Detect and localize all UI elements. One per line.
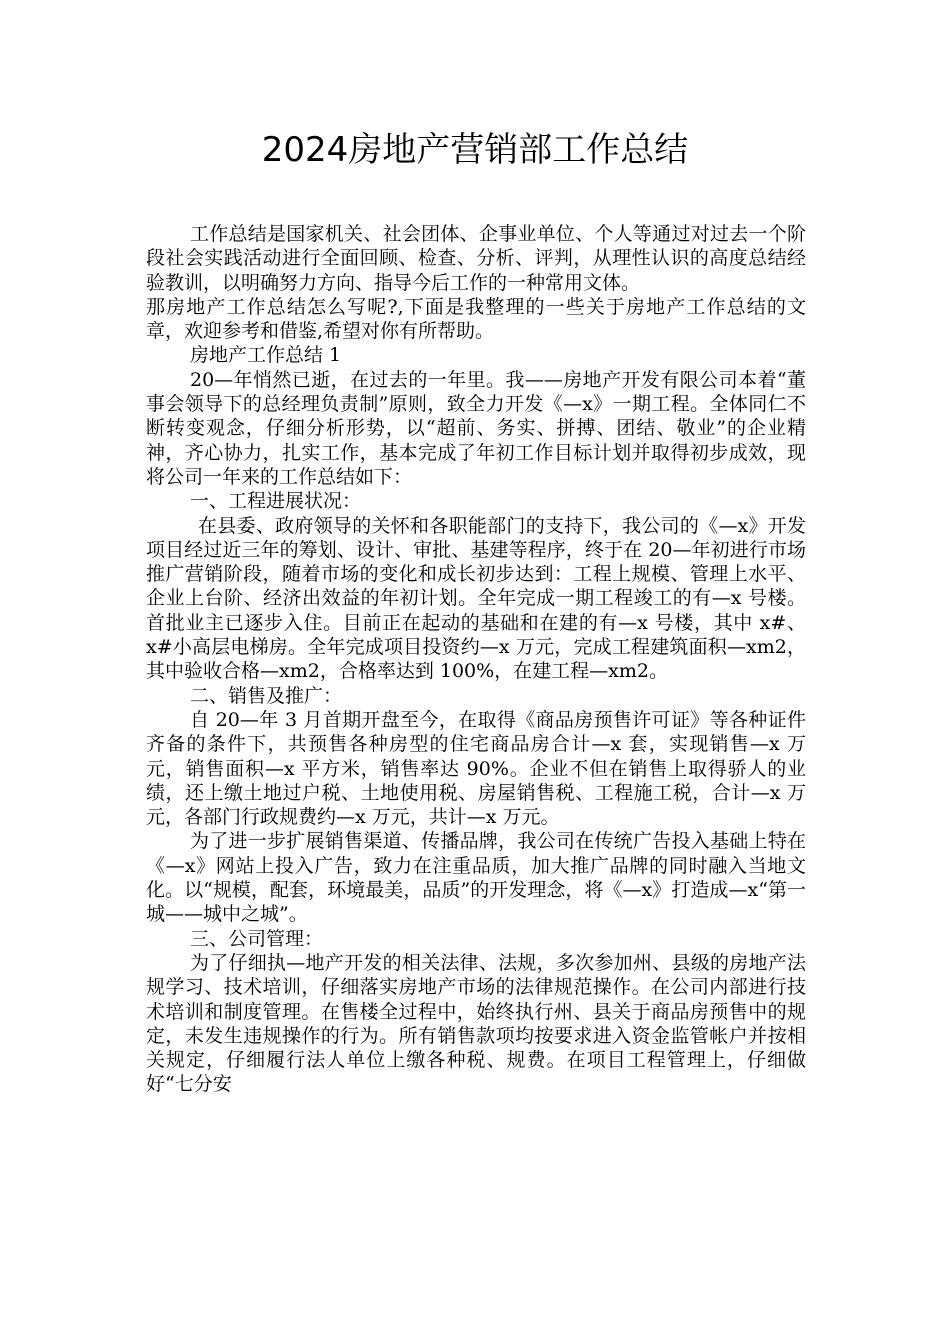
section-heading-sales: 二、销售及推广： xyxy=(190,684,343,707)
section-title-summary-1: 房地产工作总结 1 xyxy=(190,344,342,367)
section-heading-management: 三、公司管理： xyxy=(190,927,324,950)
document-title: 2024房地产营销部工作总结 xyxy=(261,130,689,170)
paragraph-project-progress: 在县委、政府领导的关怀和各职能部门的支持下，我公司的《—x》开发项目经过近三年的筹划、设计、审批、基建等程序，终于在 20—年初进行市场推广营销阶段，随着市场的变化和成长初步达到：工程上规模、管理上水平、企业上台阶、经济出效益的年初计划。全年完成一期工程竣工的有—x 号楼。首批业主已逐步入住。目前正在起动的基础和在建的有—x 号楼，其中 x#、x#小高层电梯房。全年完成项目投资约—x 万元，完成工程建筑面积—xm2，其中验收合格—xm2，合格率达到 100%，在建工程—xm2。 xyxy=(146,514,806,683)
paragraph-promotion: 为了进一步扩展销售渠道、传播品牌，我公司在传统广告投入基础上特在《—x》网站上投入广告，致力在注重品质，加大推广品牌的同时融入当地文化。以“规模，配套，环境最美，品质”的开发理念，将《—x》打造成—x“第一城——城中之城”。 xyxy=(146,830,806,926)
paragraph-management: 为了仔细执—地产开发的相关法律、法规，多次参加州、县级的房地产法规学习、技术培训，仔细落实房地产市场的法律规范操作。在公司内部进行技术培训和制度管理。在售楼全过程中，始终执行州、县关于商品房预售中的规定，未发生违规操作的行为。所有销售款项均按要求进入资金监管帐户并按相关规定，仔细履行法人单位上缴各种税、规费。在项目工程管理上，仔细做好“七分安 xyxy=(146,951,806,1096)
document-body xyxy=(146,222,806,1097)
paragraph-intro: 工作总结是国家机关、社会团体、企事业单位、个人等通过对过去一个阶段社会实践活动进行全面回顾、检查、分析、评判，从理性认识的高度总结经验教训，以明确努力方向、指导今后工作的一种常用文体。 xyxy=(146,223,806,294)
paragraph-lead-in: 那房地产工作总结怎么写呢?,下面是我整理的一些关于房地产工作总结的文章，欢迎参考和借鉴,希望对你有所帮助。 xyxy=(146,295,806,343)
section-heading-project-progress: 一、工程进展状况： xyxy=(190,490,362,513)
paragraph-overview: 20—年悄然已逝，在过去的一年里。我——房地产开发有限公司本着“董事会领导下的总经理负责制”原则，致全力开发《—x》一期工程。全体同仁不断转变观念，仔细分析形势，以“超前、务实、拼搏、团结、敬业”的企业精神，齐心协力，扎实工作，基本完成了年初工作目标计划并取得初步成效，现将公司一年来的工作总结如下： xyxy=(146,368,806,488)
paragraph-sales: 自 20—年 3 月首期开盘至今，在取得《商品房预售许可证》等各种证件齐备的条件下，共预售各种房型的住宅商品房合计—x 套，实现销售—x 万元，销售面积—x 平方米，销售率达 90%。企业不但在销售上取得骄人的业绩，还上缴土地过户税、土地使用税、房屋销售税、工程施工税，合计—x 万元，各部门行政规费约—x 万元，共计—x 万元。 xyxy=(146,708,806,829)
